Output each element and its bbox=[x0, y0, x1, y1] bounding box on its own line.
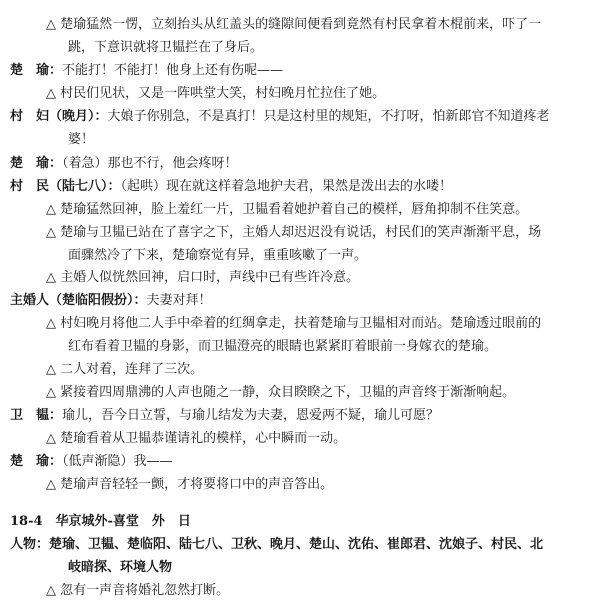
dialogue-text: 夫妻对拜！ bbox=[146, 293, 212, 308]
dialogue-line bbox=[10, 177, 452, 197]
stage-direction-text: △ 主婚人似恍然回神，启口时，声线中已有些许冷意。 bbox=[46, 270, 360, 285]
dialogue-line bbox=[10, 452, 173, 472]
stage-direction-text: △ 二人对着，连拜了三次。 bbox=[46, 362, 204, 377]
continuation-text: 红布看着卫韫的身影，而卫韫澄亮的眼睛也紧紧盯着眼前一身嫁衣的楚瑜。 bbox=[68, 339, 498, 354]
dialogue-text: 瑜儿，吾今日立誓，与瑜儿结发为夫妻，恩爱两不疑，瑜儿可愿？ bbox=[62, 408, 440, 423]
cast-list-continuation bbox=[68, 558, 172, 578]
stage-direction-text: △ 村民们见状，又是一阵哄堂大笑，村妇晚月忙拉住了她。 bbox=[46, 86, 386, 101]
stage-direction-text: △ 楚瑜猛然一愣，立刻抬头从红盖头的缝隙间便看到竟然有村民拿着木棍前来，吓了一 bbox=[46, 17, 542, 32]
continuation-line bbox=[68, 38, 263, 58]
stage-direction bbox=[46, 383, 515, 403]
dialogue-text: （着急）那也不行，他会疼呀！ bbox=[62, 156, 238, 171]
stage-direction-text: △ 楚瑜声音轻轻一颤，才将要将口中的声音答出。 bbox=[46, 477, 334, 492]
stage-direction bbox=[46, 314, 541, 334]
dialogue-line bbox=[10, 291, 212, 311]
cast-list bbox=[10, 535, 543, 555]
stage-direction bbox=[46, 15, 541, 35]
speaker-name: 主婚人（楚临阳假扮）： bbox=[10, 293, 147, 308]
stage-direction bbox=[46, 223, 541, 243]
stage-direction bbox=[46, 268, 359, 288]
continuation-line bbox=[68, 246, 367, 266]
stage-direction bbox=[46, 581, 229, 601]
stage-direction-text: △ 村妇晚月将他二人手中牵着的红绸拿走，扶着楚瑜与卫韫相对而站。楚瑜透过眼前的 bbox=[46, 316, 542, 331]
stage-direction bbox=[46, 84, 385, 104]
stage-direction bbox=[46, 429, 346, 449]
speaker-name: 楚 瑜： bbox=[10, 156, 63, 171]
speaker-name: 村 民（陆七八）： bbox=[10, 179, 121, 194]
stage-direction-text: △ 紧接着四周鼎沸的人声也随之一静，众目睽睽之下，卫韫的声音终于渐渐响起。 bbox=[46, 385, 516, 400]
stage-direction-text: △ 楚瑜看着从卫韫恭谨请礼的模样，心中瞬而一动。 bbox=[46, 431, 347, 446]
continuation-text: 婆！ bbox=[68, 132, 95, 147]
dialogue-text: 不能打！不能打！他身上还有伤呢—— bbox=[62, 63, 284, 78]
speaker-name: 楚 瑜： bbox=[10, 63, 63, 78]
stage-direction-text: △ 楚瑜与卫韫已站在了喜字之下，主婚人却迟迟没有说话，村民们的笑声渐渐平息，场 bbox=[46, 225, 542, 240]
dialogue-line bbox=[10, 61, 283, 81]
stage-direction bbox=[46, 200, 528, 220]
dialogue-text: 大娘子你别急，不是真打！只是这村里的规矩，不打呀，怕新郎官不知道疼老 bbox=[107, 109, 550, 124]
speaker-name: 卫 韫： bbox=[10, 408, 63, 423]
dialogue-text: （低声渐隐）我—— bbox=[62, 454, 173, 469]
dialogue-line bbox=[10, 107, 550, 127]
dialogue-line bbox=[10, 154, 238, 174]
cast-list-text: 岐暗探、环境人物 bbox=[68, 560, 173, 575]
continuation-text: 跳，下意识就将卫韫拦在了身后。 bbox=[68, 40, 264, 55]
speaker-name: 楚 瑜： bbox=[10, 454, 63, 469]
stage-direction-text: △ 忽有一声音将婚礼忽然打断。 bbox=[46, 583, 230, 598]
scene-heading bbox=[10, 512, 191, 532]
dialogue-line bbox=[10, 406, 439, 426]
cast-list-text: 人物：楚瑜、卫韫、楚临阳、陆七八、卫秋、晚月、楚山、沈佑、崔郎君、沈娘子、村民、北 bbox=[10, 537, 544, 552]
continuation-text: 面骤然冷了下来，楚瑜察觉有异，重重咳嗽了一声。 bbox=[68, 248, 368, 263]
continuation-line bbox=[68, 337, 497, 357]
continuation-line bbox=[68, 130, 94, 150]
stage-direction bbox=[46, 360, 203, 380]
stage-direction-text: △ 楚瑜猛然回神，脸上羞红一片，卫韫看着她护着自己的模样，唇角抑制不住笑意。 bbox=[46, 202, 529, 217]
speaker-name: 村 妇（晚月）： bbox=[10, 109, 108, 124]
stage-direction bbox=[46, 475, 333, 495]
scene-heading-text: 18-4 华京城外-喜堂 外 日 bbox=[10, 514, 191, 529]
dialogue-text: （起哄）现在就这样着急地护夫君，果然是泼出去的水喽！ bbox=[120, 179, 453, 194]
